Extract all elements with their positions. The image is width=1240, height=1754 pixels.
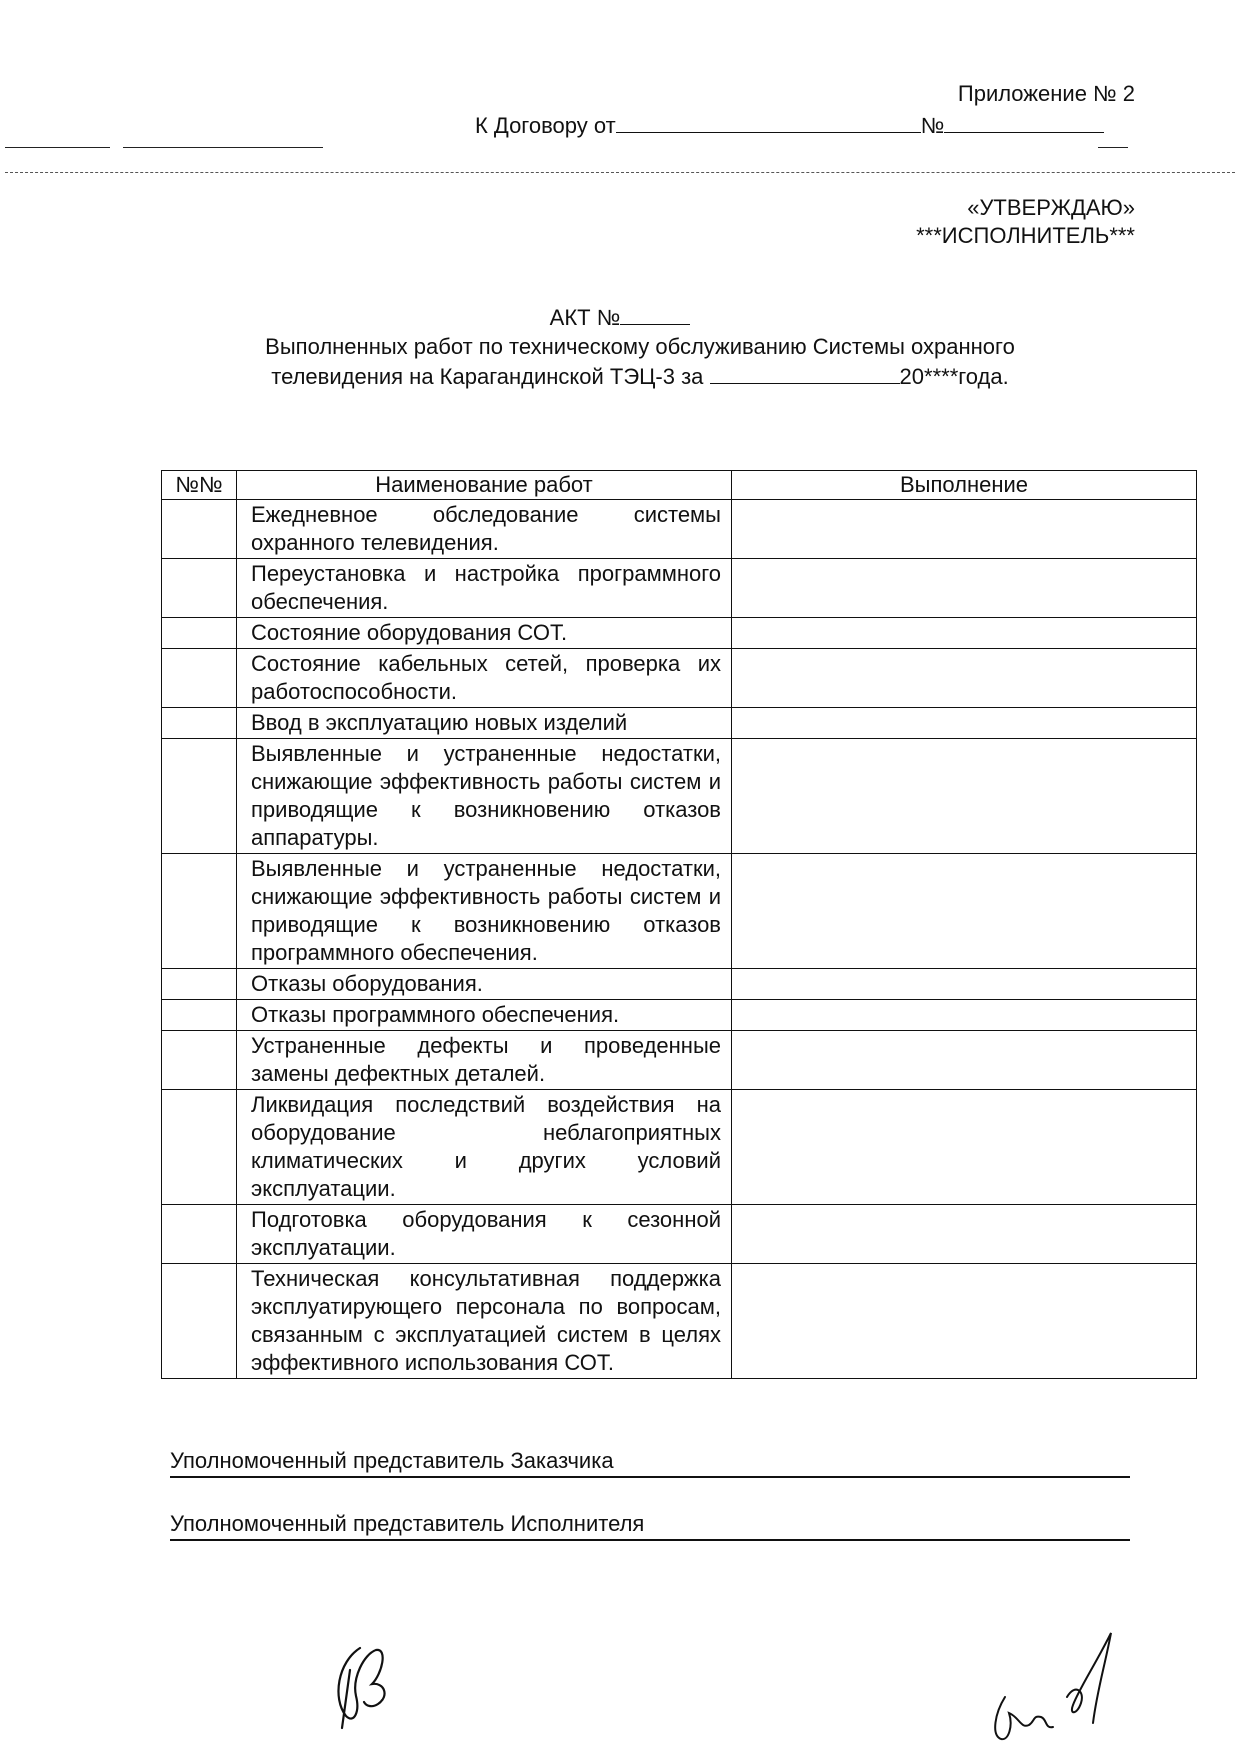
table-row xyxy=(162,854,1197,969)
act-title xyxy=(0,302,1240,332)
executor-label: ***ИСПОЛНИТЕЛЬ*** xyxy=(916,223,1135,248)
cut-line xyxy=(5,172,1235,173)
appendix-number: Приложение № 2 xyxy=(957,81,1135,106)
table-row xyxy=(162,618,1197,649)
column-header-execution: Выполнение xyxy=(732,471,1197,500)
execution-cell xyxy=(732,854,1197,969)
row-number-cell xyxy=(162,1205,237,1264)
act-title-text: АКТ № xyxy=(549,305,621,330)
row-number-cell xyxy=(162,649,237,708)
execution-cell xyxy=(732,969,1197,1000)
execution-cell xyxy=(732,1205,1197,1264)
execution-cell xyxy=(732,1090,1197,1205)
column-header-number: №№ xyxy=(162,471,237,500)
row-number-cell xyxy=(162,500,237,559)
row-number-cell xyxy=(162,1090,237,1205)
execution-cell xyxy=(732,500,1197,559)
table-row xyxy=(162,708,1197,739)
row-number-cell xyxy=(162,708,237,739)
work-name-cell: Выявленные и устраненные недостатки, снижающие эффективность работы систем и приводящие к возникновению отказов аппаратуры. xyxy=(237,739,732,854)
execution-cell xyxy=(732,739,1197,854)
act-subtitle xyxy=(200,333,1080,391)
contract-prefix: К Договору от xyxy=(475,113,616,138)
work-name-cell: Переустановка и настройка программного обеспечения. xyxy=(237,559,732,618)
work-name-cell: Состояние кабельных сетей, проверка их работоспособности. xyxy=(237,649,732,708)
work-name-cell: Ликвидация последствий воздействия на оборудование неблагоприятных климатических и других условий эксплуатации. xyxy=(237,1090,732,1205)
header-rule xyxy=(5,147,110,148)
execution-cell xyxy=(732,708,1197,739)
work-name-cell: Техническая консультативная поддержка эксплуатирующего персонала по вопросам, связанным с эксплуатацией систем в целях эффективного использования СОТ. xyxy=(237,1264,732,1379)
contract-number-blank xyxy=(944,110,1104,133)
row-number-cell xyxy=(162,1031,237,1090)
row-number-cell xyxy=(162,969,237,1000)
table-row xyxy=(162,1264,1197,1379)
table-row xyxy=(162,500,1197,559)
act-subtitle-text: Выполненных работ по техническому обслуживанию Системы охранного телевидения на Карагандинской ТЭЦ-3 за xyxy=(265,334,1015,389)
work-name-cell: Устраненные дефекты и проведенные замены дефектных деталей. xyxy=(237,1031,732,1090)
work-name-cell: Выявленные и устраненные недостатки, снижающие эффективность работы систем и приводящие к возникновению отказов программного обеспечения. xyxy=(237,854,732,969)
execution-cell xyxy=(732,559,1197,618)
customer-representative-line: Уполномоченный представитель Заказчика xyxy=(170,1447,1130,1478)
act-number-blank xyxy=(620,302,690,325)
act-year-text: 20****года. xyxy=(899,364,1009,389)
execution-cell xyxy=(732,618,1197,649)
header-rule xyxy=(1098,147,1128,148)
table-row xyxy=(162,559,1197,618)
execution-cell xyxy=(732,1264,1197,1379)
table-header-row xyxy=(162,471,1197,500)
execution-cell xyxy=(732,1000,1197,1031)
table-row xyxy=(162,969,1197,1000)
table-row xyxy=(162,1205,1197,1264)
contract-reference xyxy=(475,110,1104,140)
row-number-cell xyxy=(162,739,237,854)
work-name-cell: Отказы оборудования. xyxy=(237,969,732,1000)
row-number-cell xyxy=(162,1000,237,1031)
approval-block xyxy=(916,194,1135,250)
row-number-cell xyxy=(162,1264,237,1379)
contract-number-sign: № xyxy=(920,113,945,138)
row-number-cell xyxy=(162,618,237,649)
table-row xyxy=(162,1090,1197,1205)
act-period-blank xyxy=(710,361,900,384)
work-name-cell: Подготовка оборудования к сезонной эксплуатации. xyxy=(237,1205,732,1264)
table-row xyxy=(162,739,1197,854)
executor-representative-line: Уполномоченный представитель Исполнителя xyxy=(170,1510,1130,1541)
execution-cell xyxy=(732,649,1197,708)
work-name-cell: Отказы программного обеспечения. xyxy=(237,1000,732,1031)
work-name-cell: Ввод в эксплуатацию новых изделий xyxy=(237,708,732,739)
work-name-cell: Состояние оборудования СОТ. xyxy=(237,618,732,649)
header-rule xyxy=(123,147,323,148)
table-row xyxy=(162,1000,1197,1031)
approve-label: «УТВЕРЖДАЮ» xyxy=(967,195,1135,220)
row-number-cell xyxy=(162,559,237,618)
execution-cell xyxy=(732,1031,1197,1090)
handwritten-signature-left xyxy=(330,1640,400,1730)
table-row xyxy=(162,1031,1197,1090)
work-name-cell: Ежедневное обследование системы охранного телевидения. xyxy=(237,500,732,559)
row-number-cell xyxy=(162,854,237,969)
column-header-work-name: Наименование работ xyxy=(237,471,732,500)
works-table xyxy=(161,470,1197,1379)
contract-date-blank xyxy=(616,110,921,133)
handwritten-signature-right xyxy=(985,1625,1135,1745)
table-row xyxy=(162,649,1197,708)
